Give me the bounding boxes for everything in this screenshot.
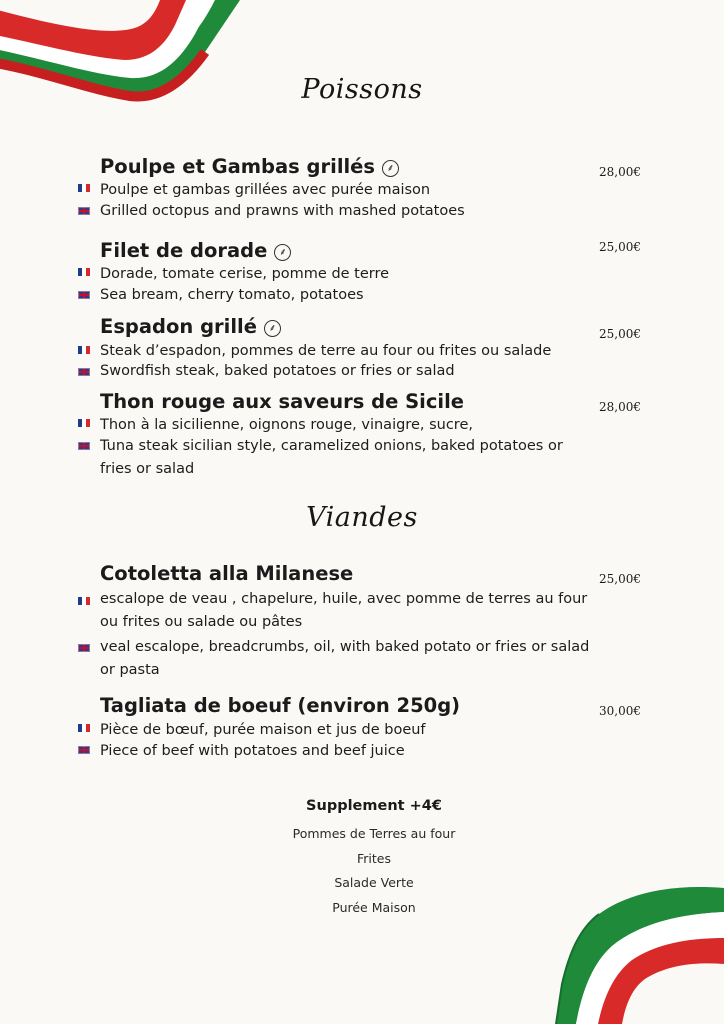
dish-description-en: Sea bream, cherry tomato, potatoes — [100, 287, 364, 303]
dish-name: Cotoletta alla Milanese — [100, 562, 354, 585]
dish-description-en: Tuna steak sicilian style, caramelized onions, baked potatoes or fries or salad — [100, 438, 563, 477]
dish-description-fr: Steak d’espadon, pommes de terre au four ou frites ou salade — [100, 343, 552, 359]
dish-description-en: Piece of beef with potatoes and beef juice — [100, 743, 405, 759]
dish-price: 25,00€ — [599, 572, 641, 586]
uk-flag-icon — [78, 291, 90, 299]
french-flag-icon — [78, 419, 90, 427]
uk-flag-icon — [78, 442, 90, 450]
wheat-icon: ⸙ — [382, 160, 399, 177]
supplement-item: Pommes de Terres au four — [292, 826, 456, 841]
dish-description-en: Swordfish steak, baked potatoes or fries or salad — [100, 363, 455, 379]
section-title-poissons: Poissons — [301, 74, 423, 105]
french-flag-icon — [78, 724, 90, 732]
french-flag-icon — [78, 597, 90, 605]
dish-description-fr: escalope de veau , chapelure, huile, avec pomme de terres au four ou frites ou salade ou pâtes — [100, 591, 588, 630]
section-title-viandes: Viandes — [306, 502, 418, 533]
supplement-title: Supplement +4€ — [306, 798, 442, 814]
wheat-icon: ⸙ — [274, 244, 291, 261]
dish-description-fr: Dorade, tomate cerise, pomme de terre — [100, 266, 390, 282]
dish-price: 28,00€ — [599, 400, 641, 414]
french-flag-icon — [78, 268, 90, 276]
dish-name: Tagliata de boeuf (environ 250g) — [100, 694, 461, 717]
dish-price: 25,00€ — [599, 240, 641, 254]
dish-price: 28,00€ — [599, 165, 641, 179]
uk-flag-icon — [78, 207, 90, 215]
french-flag-icon — [78, 184, 90, 192]
dish-name: Thon rouge aux saveurs de Sicile — [100, 390, 464, 413]
uk-flag-icon — [78, 368, 90, 376]
dish-price: 30,00€ — [599, 704, 641, 718]
dish-name: Poulpe et Gambas grillés ⸙ — [100, 155, 399, 179]
dish-description-en: Grilled octopus and prawns with mashed potatoes — [100, 203, 465, 219]
supplement-item: Frites — [357, 851, 391, 866]
dish-description-fr: Pièce de bœuf, purée maison et jus de boeuf — [100, 722, 426, 738]
dish-name: Filet de dorade ⸙ — [100, 239, 291, 263]
french-flag-icon — [78, 346, 90, 354]
dish-name: Espadon grillé ⸙ — [100, 315, 281, 339]
dish-description-en: veal escalope, breadcrumbs, oil, with baked potato or fries or salad or pasta — [100, 639, 590, 678]
dish-price: 25,00€ — [599, 327, 641, 341]
uk-flag-icon — [78, 746, 90, 754]
wheat-icon: ⸙ — [264, 320, 281, 337]
dish-description-fr: Thon à la sicilienne, oignons rouge, vinaigre, sucre, — [100, 417, 473, 433]
supplement-item: Salade Verte — [334, 875, 414, 890]
dish-description-fr: Poulpe et gambas grillées avec purée maison — [100, 182, 431, 198]
uk-flag-icon — [78, 644, 90, 652]
supplement-item: Purée Maison — [332, 900, 416, 915]
italian-flag-ribbon-bottom-right — [554, 884, 724, 1024]
